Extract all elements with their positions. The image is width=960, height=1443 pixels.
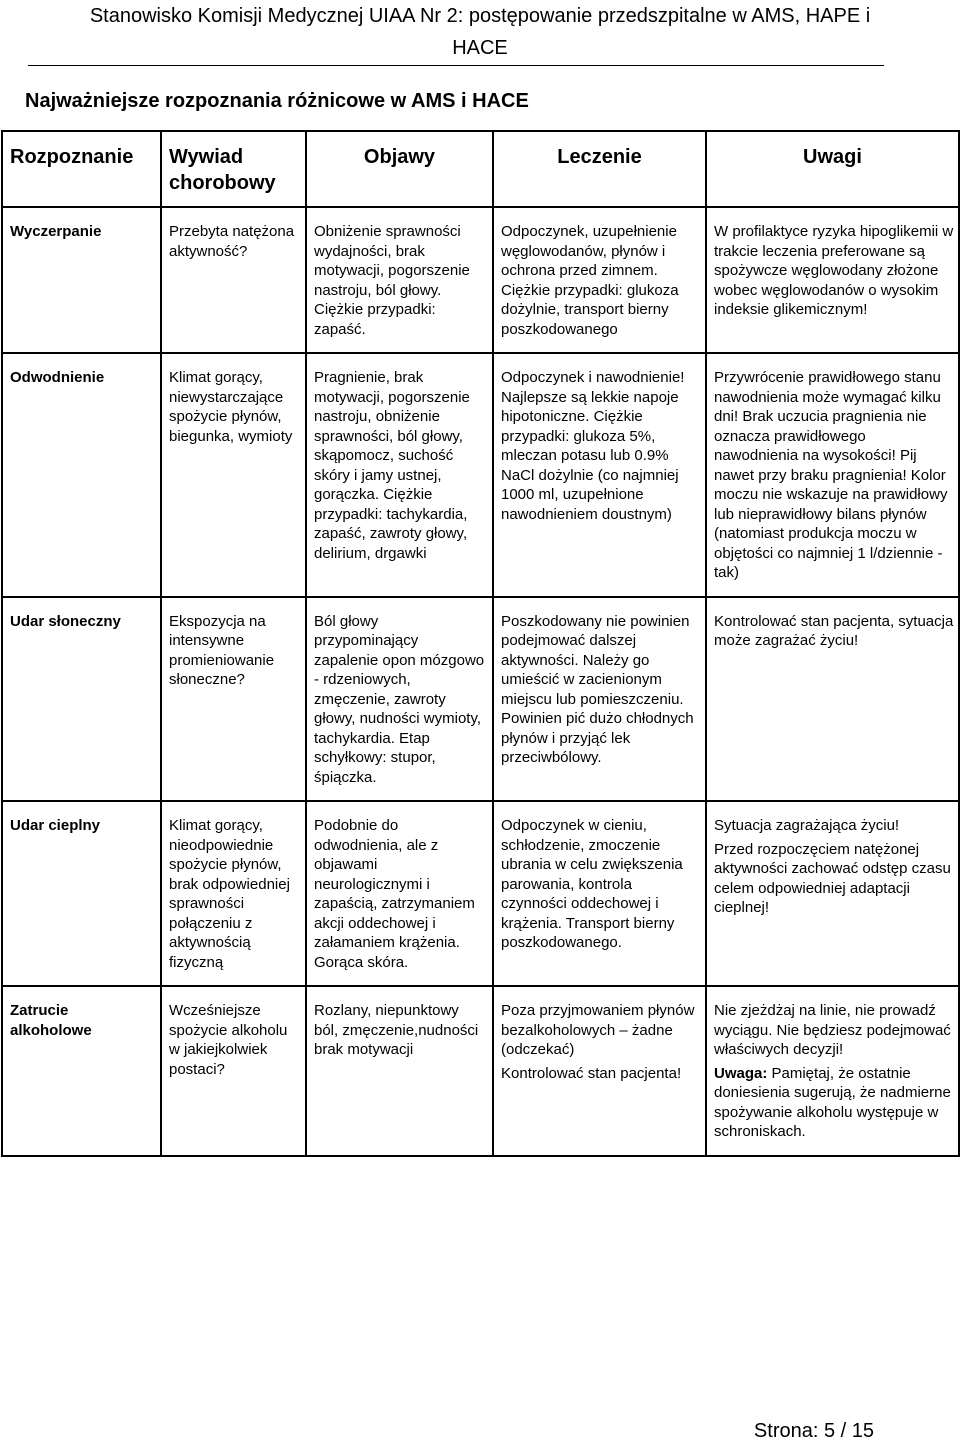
cell-diagnosis: Udar cieplny [2,801,161,986]
cell-notes: Kontrolować stan pacjenta, sytuacja może zagrażać życiu! [706,597,959,802]
cell-symptoms: Pragnienie, brak motywacji, pogorszenie nastroju, obniżenie sprawności, ból głowy, skąpomocz, suchość skóry i jamy ustnej, gorączka. Ciężkie przypadki: tachykardia, zapaść, zawroty głowy, delirium, drgawki [306,353,493,597]
cell-history: Klimat gorący, nieodpowiednie spożycie płynów, brak odpowiedniej sprawności połączeniu z aktywnością fizyczną [161,801,306,986]
cell-symptoms: Ból głowy przypominający zapalenie opon mózgowo - rdzeniowych, zmęczenie, zawroty głowy, nudności wymioty, tachykardia. Etap schyłkowy: stupor, śpiączka. [306,597,493,802]
differential-diagnosis-table [1,130,960,1157]
cell-history: Ekspozycja na intensywne promieniowanie słoneczne? [161,597,306,802]
cell-symptoms: Obniżenie sprawności wydajności, brak motywacji, pogorszenie nastroju, ból głowy. Ciężkie przypadki: zapaść. [306,207,493,353]
table-header-row [2,131,959,207]
cell-treatment [493,986,706,1156]
cell-history: Klimat gorący, niewystarczające spożycie płynów, biegunka, wymioty [161,353,306,597]
page-number: Strona: 5 / 15 [753,1420,874,1442]
warning-label: Uwaga: [714,1064,768,1082]
notes-paragraph: Sytuacja zagrażająca życiu! [714,817,900,834]
cell-notes [706,986,959,1156]
document-header [0,0,960,64]
notes-paragraph [714,1064,954,1142]
cell-notes: W profilaktyce ryzyka hipoglikemii w trakcie leczenia preferowane są spożywcze węglowodany złożone wobec węglowodanów o wysokim indeksie glikemicznym! [706,207,959,353]
notes-paragraph: Nie zjeżdżaj na linie, nie prowadź wyciągu. Nie będziesz podejmować właściwych decyzji! [714,1002,951,1058]
col-header-symptoms: Objawy [306,131,493,207]
cell-history: Wcześniejsze spożycie alkoholu w jakiejkolwiek postaci? [161,986,306,1156]
table-row [2,353,959,597]
cell-treatment: Odpoczynek, uzupełnienie węglowodanów, płynów i ochrona przed zimnem. Ciężkie przypadki: glukoza dożylnie, transport bierny poszkodowanego [493,207,706,353]
cell-treatment: Odpoczynek w cieniu, schłodzenie, zmoczenie ubrania w celu zwiększenia parowania, kontrola czynności oddechowej i krążenia. Transport bierny poszkodowanego. [493,801,706,986]
notes-paragraph: Przed rozpoczęciem natężonej aktywności zachować odstęp czasu celem odpowiedniej adaptacji cieplnej! [714,840,951,916]
cell-history: Przebyta natężona aktywność? [161,207,306,353]
cell-notes [706,801,959,986]
cell-diagnosis: Wyczerpanie [2,207,161,353]
table-row [2,207,959,353]
table-row [2,597,959,802]
col-header-notes: Uwagi [706,131,959,207]
cell-symptoms: Rozlany, niepunktowy ból, zmęczenie,nudności brak motywacji [306,986,493,1156]
cell-notes: Przywrócenie prawidłowego stanu nawodnienia może wymagać kilku dni! Brak uczucia pragnienia nie oznacza prawidłowego nawodnienia na wysokości! Pij nawet przy braku pragnienia! Kolor moczu nie wskazuje na prawidłowy lub nieprawidłowy bilans płynów (natomiast produkcja moczu w objętości co najmniej 1 l/dziennie - tak) [706,353,959,597]
col-header-history: Wywiad chorobowy [161,131,306,207]
treatment-paragraph: Poza przyjmowaniem płynów bezalkoholowych – żadne (odczekać) [501,1002,695,1058]
table-row [2,986,959,1156]
cell-treatment: Odpoczynek i nawodnienie! Najlepsze są lekkie napoje hipotoniczne. Ciężkie przypadki: glukoza 5%, mleczan potasu lub 0.9% NaCl dożylnie (co najmniej 1000 ml, uzupełnione nawodnieniem doustnym) [493,353,706,597]
cell-diagnosis: Zatrucie alkoholowe [2,986,161,1156]
col-header-diagnosis: Rozpoznanie [2,131,161,207]
cell-symptoms: Podobnie do odwodnienia, ale z objawami neurologicznymi i zapaścią, zatrzymaniem akcji oddechowej i załamaniem krążenia. Gorąca skóra. [306,801,493,986]
cell-treatment: Poszkodowany nie powinien podejmować dalszej aktywności. Należy go umieścić w zacienionym miejscu lub pomieszczeniu. Powinien pić dużo chłodnych płynów i przyjąć lek przeciwbólowy. [493,597,706,802]
header-divider [28,65,884,66]
cell-diagnosis: Udar słoneczny [2,597,161,802]
cell-diagnosis: Odwodnienie [2,353,161,597]
section-title: Najważniejsze rozpoznania różnicowe w AMS i HACE [25,90,529,112]
header-line-1: Stanowisko Komisji Medycznej UIAA Nr 2: postępowanie przedszpitalne w AMS, HAPE i [89,5,871,27]
treatment-paragraph: Kontrolować stan pacjenta! [501,1064,682,1082]
col-header-treatment: Leczenie [493,131,706,207]
table-row [2,801,959,986]
header-line-2: HACE [452,37,508,59]
warning-text: Pamiętaj, że ostatnie doniesienia sugerują, że nadmierne spożywanie alkoholu występuje w schroniskach. [714,1064,951,1140]
